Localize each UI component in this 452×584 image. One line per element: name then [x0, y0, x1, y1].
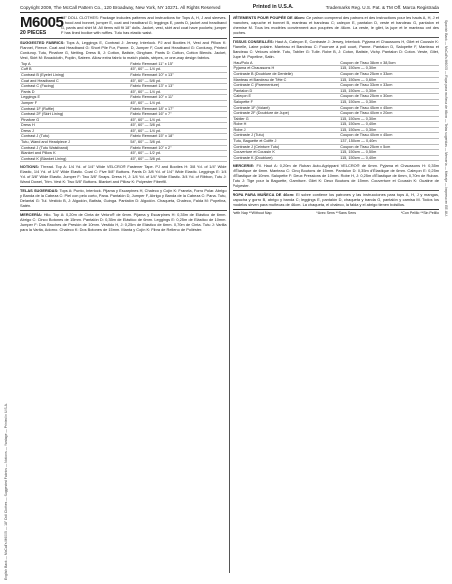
yardage-item: Robe H — [233, 122, 340, 128]
printed-in: Printed in U.S.A. — [252, 4, 294, 10]
yardage-value: Fabric Remnant 10" x 2" — [129, 145, 226, 151]
yardage-value: Fabric Remnant 11" x 15" — [129, 62, 226, 67]
pattern-number: M6005 — [20, 15, 64, 31]
yardage-item: Contrast C (Facing) — [20, 84, 129, 90]
nap-legend — [233, 209, 440, 216]
yardage-item: Pants D — [20, 89, 129, 95]
yardage-item: Manteau et Bandeau de Tête C — [233, 77, 340, 83]
yardage-item: Blanket and Pillow K — [20, 151, 129, 157]
yardage-item: Contraste C (Parementure) — [233, 83, 340, 89]
yardage-value: 137, 150cm — 0,40m — [339, 139, 439, 145]
telas-block — [20, 188, 227, 208]
yardage-value: 45", 60" — 3/8 yd. — [129, 156, 226, 162]
mercerie-title: MERCERIE: — [232, 162, 255, 168]
divider — [20, 210, 227, 211]
yardage-value: 115, 150cm — 0,40m — [339, 122, 439, 128]
fr-title: VÊTEMENTS POUR POUPÉE DE 46cm: — [232, 15, 306, 20]
yardage-item: Coat and Headband C — [20, 78, 129, 84]
yardage-item: Contrast 2F (Skirt Lining) — [20, 112, 129, 118]
yardage-item: Hau/Polo A — [233, 61, 340, 66]
yardage-value: 115, 150cm — 0,30m — [339, 88, 439, 94]
nap-legend-fr: *Avec Sens **Sans Sens — [316, 211, 356, 216]
yardage-item: Contraste K (Doublure) — [233, 155, 340, 161]
yardage-value: Coupon de Tissu 25cm x 30cm — [339, 94, 439, 100]
yardage-item: Cuff B — [20, 67, 129, 73]
yardage-value: Coupon de Tissu 25cm x 5cm — [339, 144, 439, 150]
side-text-right: Spanish Back — McCall's M6005 — Ropa para muñeca de 46cm — Telas sugeridas — Mercería — Metraje — Impreso en EE.UU. — [444, 20, 448, 217]
divider — [20, 38, 227, 39]
yardage-value: 45", 60" — 3/8 yd. — [129, 123, 226, 129]
yardage-value: Coupon de Tissu 25cm x 33cm — [339, 71, 439, 77]
yardage-item: Contrast J (Tutu) — [20, 134, 129, 140]
divider — [233, 37, 440, 38]
yardage-item: Contrast 1F (Ruffle) — [20, 106, 129, 112]
pattern-id-box — [20, 15, 64, 37]
merceria-block — [20, 212, 227, 232]
yardage-item: Contrast K (Blanket Lining) — [20, 156, 129, 162]
fabrics-note: Allow extra fabric to match plaids, stripes, or one-way design fabrics. — [92, 55, 211, 61]
trademark-text: Trademarks Reg. U.S. Pat. & TM Off. Marca Registrada — [325, 5, 439, 10]
yardage-item: Tablier G — [233, 116, 340, 122]
yardage-item: Robe J — [233, 127, 340, 133]
fr-intro-block — [233, 15, 440, 35]
yardage-item: Top A — [20, 62, 129, 67]
yardage-value: Fabric Remnant 10" x 11" — [129, 95, 226, 101]
yardage-value: 45", 60" — 5/8 yd. — [129, 78, 226, 84]
yardage-item: Contraste 1F (Volant) — [233, 105, 340, 111]
fabrics-title: SUGGESTED FABRICS: — [20, 39, 65, 45]
french-spanish-column — [233, 15, 440, 573]
yardage-value: 45", 60" — 1/4 yd. — [129, 117, 226, 123]
yardage-value: Coupon de Tissu 45cm x 45cm — [339, 105, 439, 111]
yardage-item: Pantalon D — [233, 88, 340, 94]
telas-text: Tops A: Punto, Interlock. Pijama y Escarpines H, Chaleco y Cojín K: Franela, Forro Polar. Abrigo y Banda de la Cabeza C: Piel con pelo corto, Pana. Pantalón D, Jumper F, Abrigo y Banda de la Cabeza C: Pana. Tutu, Delantal G: Tul. Vestido B, J: Algodón, Batista, Guinga. Pantalón D: Algodón. Chaqueta, Chaleco, Falda M: Popelina, Satén. — [20, 187, 227, 209]
yardage-value: Fabric Remnant 18" x 17" — [129, 106, 226, 112]
yardage-item: Dress J — [20, 128, 129, 134]
yardage-value: Fabric Remnant 16" x 7" — [129, 112, 226, 118]
pattern-header — [20, 15, 227, 37]
yardage-item: Salopette F — [233, 99, 340, 105]
tissus-text: Haut A, Caleçon E, Contraste J: Jersey, Interlock. Pyjama et Chaussons H, Gilet et Coussin K: Flanelle, Laine polaire. Manteau et Bandeau C: Fourrure à poil court, Panne. Pantalon D, Salopette F, Manteau et Bandeau C: Velours côtelé. Tutu, Tablier G: Tulle. Robe B, J: Coton, Batiste, Vichy. Pantalon D: Coton. Veste, Gilet, Jupe M: Popeline, Satin. — [232, 38, 439, 60]
yardage-row — [233, 155, 440, 161]
tissus-title: TISSUS CONSEILLÉS: — [232, 38, 274, 44]
notions-text: Thread. Top A: 1/4 Yd. of 1/4" Wide VELCRO® Fastener Tape. PJ and Booties H: 3/8 Yd. of 1/4" Wide Elastic, 1/4 Yd. of 1/4" Wide Elastic. Coat C: Five 5/8" Buttons. Pants D: 3/8 Yd. of 1/4" Wide Elastic. Leggings E: 1/4 Yd. of 3/8" Wide Elastic. Jumper F: Two 3/8" Snaps. Dress H, J: 1/4 Yd. of 1/4" Wide Elastic. 3/4 Yd. of Ribbon, Tutu J: Wand Dowel, Trim. Vest K: Two 5/8" Buttons. Blanket and Pillow K: Polyester Fiberfill. — [20, 163, 227, 185]
tissus-block — [233, 39, 440, 59]
yardage-value: 45", 60" — 1/2 yd. — [129, 151, 226, 157]
yardage-value: 45", 60" — 1/4 yd. — [129, 100, 226, 106]
yardage-value: Fabric Remnant 10" x 13" — [129, 72, 226, 78]
yardage-value: Fabric Remnant 13" x 13" — [129, 84, 226, 90]
yardage-value: 115, 150cm — 0,30m — [339, 116, 439, 122]
yardage-value: 115, 150cm — 0,30m — [339, 66, 439, 72]
yardage-value: 45", 60" — 1/4 yd. — [129, 128, 226, 134]
ropa-text: El sobre contiene los patrones y las instrucciones para tops A, H, J y mangas, capucha y gorro B, abrigo y banda C; leggings E, pantalón D, chaqueta y banda G, pantalón y camisa M. Todos los modelos sirven para muñecas de 46cm. La chaqueta, el chaleco, la falda y el abrigo tienen bolsillos. — [232, 191, 439, 208]
ropa-title: ROPA PARA MUÑECA DE 46cm: — [232, 191, 295, 197]
notions-block — [20, 164, 227, 184]
english-column — [20, 15, 230, 573]
yardage-value: 54", 60" — 3/8 yd. — [129, 140, 226, 146]
piece-count: 20 PIECES — [20, 30, 47, 36]
divider — [233, 190, 440, 191]
side-text-left: English Back — McCall's M6005 — 18" Doll Clothes — Suggested Fabrics — Notions — Yardage — Printed in U.S.A. — [4, 403, 8, 580]
notions-title: NOTIONS: — [20, 163, 40, 169]
yardage-item: Contraste B (Doublure de Dentelle) — [233, 71, 340, 77]
yardage-item: Contraste J (Tutu) — [233, 133, 340, 139]
fr-text: Ce patron comprend des patrons et des instructions pour les hauts A, H, J et manches, capuche et bonnet B, manteau et bandeau C; caleçon E, pantalon D, veste et bandeau G, pantalon et chemise M. Tous les modèles conviennent aux poupées de 46cm. La veste, le gilet, la jupe et le manteau ont des poches. — [232, 15, 439, 36]
merceria-text: Hilo. Top A: 0,20m de Cinta de Velcro® de 6mm. Pijama y Escarpines H: 0,35m de Elástico de 6mm. Abrigo C: Cinco Botones de 15mm. Pantalón D: 0,35m de Elástico de 6mm. Leggings E: 0,25m de Elástico de 10mm. Jumper F: Dos Broches de Presión de 10mm. Vestido H, J: 0,25m de Elástico de 6mm. 0,70m de Cinta. Tutu J: Varilla para la Varita, Adorno. Chaleco K: Dos Botones de 15mm. Manta y Cojín K: Fibra de Relleno de Poliéster. — [20, 211, 227, 233]
divider — [20, 186, 227, 187]
yardage-value: 115, 150cm — 0,50m — [339, 150, 439, 156]
yardage-item: Couverture et Coussin K — [233, 150, 340, 156]
yardage-item: Tutu, Baguette et Coiffe J — [233, 139, 340, 145]
yardage-value: Coupon de Tissu 33cm x 33cm — [339, 83, 439, 89]
copyright-text: Copyright 2009, The McCall Pattern Co., 120 Broadway, New York, NY 10271. All Rights Reserved — [20, 5, 221, 10]
yardage-row — [20, 156, 227, 162]
yardage-item: Caleçon E — [233, 94, 340, 100]
yardage-value: 45", 60" — 1/4 yd. — [129, 67, 226, 73]
yardage-item: Contraste J (Ceinture Tutu) — [233, 144, 340, 150]
intro-text: 18" DOLL CLOTHES: Package includes patterns and instructions for Tops A, H, J and sleeves. B hood and bonnet, jumper E, coat and headband G; leggings E, pants D, jacket and headband G, pants and shirt M. All items will fit 18" dolls. Jacket, vest, skirt and coat have pockets; jumper F has lined bodice with ruffles. Tutu has elastic waist. — [61, 15, 227, 36]
yardage-item: Pyjama et Chaussons H — [233, 66, 340, 72]
yardage-value: 115, 150cm — 0,30m — [339, 99, 439, 105]
yardage-value: 115, 150cm — 0,40m — [339, 155, 439, 161]
yardage-value: 45", 60" — 1/4 yd. — [129, 89, 226, 95]
yardage-item: Tutu, Wand and Headpiece J — [20, 140, 129, 146]
merceria-title: MERCERÍA: — [20, 211, 43, 217]
yardage-table — [20, 62, 227, 163]
yardage-value: Fabric Remnant 15" x 18" — [129, 134, 226, 140]
yardage-item: Jumper F — [20, 100, 129, 106]
yardage-item: Contrast B (Eyelet Lining) — [20, 72, 129, 78]
nap-legend-es: *Con Pelillo **Sin Pelillo — [400, 211, 439, 216]
mercerie-text: Fil. Haut A: 0,20m de Ruban Auto-Agrippant VELCRO® de 6mm. Pyjama et Chaussons H: 0,35m d'Élastique de 6mm. Manteau C: Cinq Boutons de 15mm. Pantalon D: 0,35m d'Élastique de 6mm. Caleçon E: 0,25m d'Élastique de 10mm. Salopette F: Deux Pressions de 10mm. Robe H, J: 0,25m d'Élastique de 6mm, 0,70m de Ruban. Tutu J: Tige pour la Baguette, Garniture. Gilet K: Deux Boutons de 15mm. Couverture et Coussin K: Ouatine de Polyester. — [232, 162, 439, 189]
yardage-value: 115, 150cm — 0,60m — [339, 77, 439, 83]
nap-legend-en: *with Nap **Without Nap — [232, 211, 272, 216]
yardage-item: Dress H — [20, 123, 129, 129]
content-columns — [20, 15, 439, 573]
yardage-item: Contrast J (Tutu Waistband) — [20, 145, 129, 151]
fabrics-text: Tops A, Leggings E, Contrast J: Jersey, Interlock. PJ and Booties H, Vest and Pillow K: Flannel, Fleece. Coat and Headband G: Short Pile Fur, Panne. D, Jumper F, Coat and Headband G: Corduroy, Printed Corduroy. Tutu, Pinafore G, Netting. Dress B, J: Cotton, Batiste, Gingham. Pants D: Cotton, Cotton Blends. Jacket, Vest, Skirt M: Broadcloth, Poplin, Sateen. — [20, 39, 227, 61]
yardage-value: Coupon de Tissu 38cm x 38,5cm — [339, 61, 439, 66]
fabrics-block — [20, 40, 227, 60]
yardage-item: Pinafore G — [20, 117, 129, 123]
yardage-value: 115, 150cm — 0,30m — [339, 127, 439, 133]
metrage-table — [233, 61, 440, 162]
yardage-value: Coupon de Tissu 40cm x 20cm — [339, 111, 439, 117]
telas-title: TELAS SUGERIDAS: — [20, 187, 59, 193]
yardage-item: Contraste 2F (Doublure de Jupe) — [233, 111, 340, 117]
yardage-item: Leggings E — [20, 95, 129, 101]
mercerie-block — [233, 163, 440, 188]
ropa-block — [233, 192, 440, 207]
copyright-line — [20, 4, 439, 13]
yardage-value: Coupon de Tissu 40cm x 45cm — [339, 133, 439, 139]
